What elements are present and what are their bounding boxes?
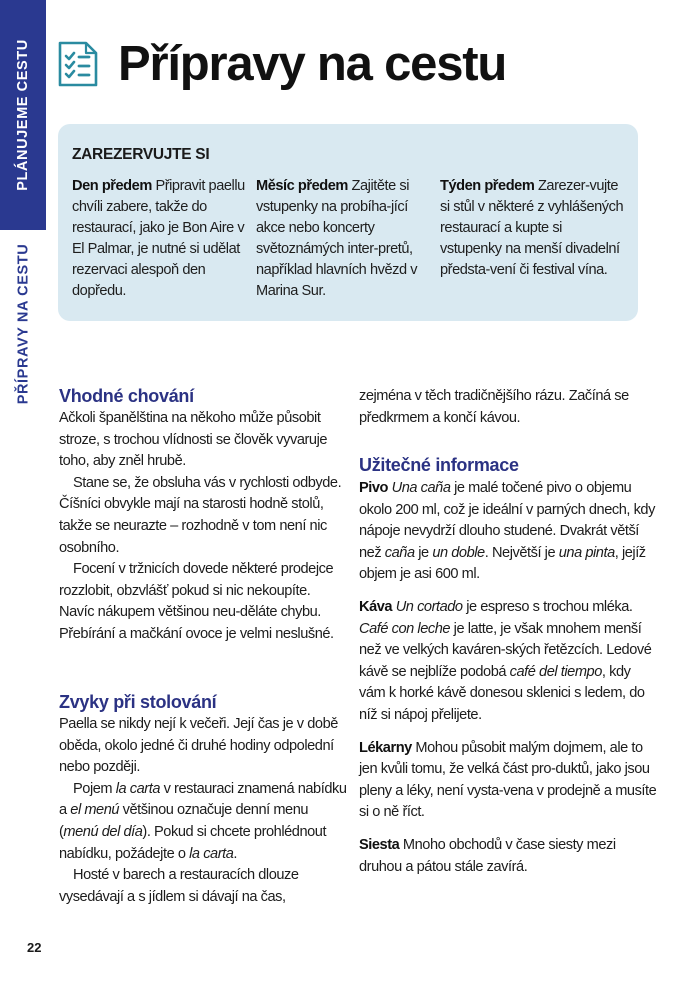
italic-term: Café con leche: [359, 620, 451, 637]
sidebar-chapter-text: PŘÍPRAVY NA CESTU: [15, 243, 32, 405]
section-heading-info: Užitečné informace: [359, 455, 519, 475]
infobox-column-month: [256, 176, 440, 302]
italic-term: un doble: [432, 544, 485, 561]
section-heading-dining: Zvyky při stolování: [59, 692, 217, 712]
info-item-pharmacy: [359, 738, 659, 824]
item-lead: Lékarny: [359, 739, 412, 756]
infobox-lead: Týden předem: [440, 178, 535, 194]
text-run: ). Pokud si chcete prohlédnout nabídku, požádejte o: [59, 823, 327, 862]
dining-text-continued: [359, 386, 659, 429]
paragraph: Ačkoli španělština na někoho může působit stroze, s trochou vlídnosti se člověk vyvaruje toho, aby zněl hrubě.: [59, 410, 328, 470]
text-run: Pojem: [73, 780, 116, 797]
text-run: , jejíž objem je asi 600 ml.: [359, 544, 646, 583]
italic-term: menú del día: [63, 823, 143, 840]
italic-term: la carta: [115, 780, 160, 797]
reservation-infobox: [58, 124, 638, 321]
italic-term: una pinta: [558, 544, 615, 561]
infobox-text: Připravit paellu chvíli zabere, takže do restaurací, jako je Bon Aire v El Palmar, je nutné si udělat rezervaci alespoň den dopředu.: [72, 178, 245, 299]
paragraph: Focení v tržnicích dovede některé prodejce rozzlobit, obzvlášť pokud si nic nekoupíte. Navíc nákupem většinou neu-děláte chybu. Přebírání a mačkání ovoce je velmi neslušné.: [59, 561, 334, 642]
text-run: Mnoho obchodů v čase siesty mezi druhou a pátou stále zavírá.: [359, 836, 616, 875]
info-item-coffee: [359, 597, 659, 727]
text-run: většinou označuje denní menu (: [59, 802, 309, 840]
text-run: je: [414, 544, 433, 561]
text-run: , kdy vám k horké kávě donesou sklenici s ledem, do níž si nápoj přelijete.: [359, 663, 645, 723]
sidebar: [0, 0, 46, 1000]
item-lead: Pivo: [359, 480, 389, 496]
text-run: .: [233, 845, 237, 862]
checklist-icon: [58, 41, 98, 87]
paragraph: Stane se, že obsluha vás v rychlosti odbyde. Číšníci obvykle mají na starosti hodně stolů, takže se neurazte – rozhodně v tom není nic osobního.: [59, 474, 342, 556]
text-run: je latte, je však mnohem menší než ve velkých kaváren-ských řetězcích. Ledové kávě se nejblíže podobá: [359, 620, 652, 680]
title-row: [58, 34, 506, 94]
sidebar-section-label: [0, 0, 46, 230]
text-run: je malé točené pivo o objemu okolo 200 ml, což je ideální v parných dnech, kdy nápoje nevydrží dlouho studené. Dvakrát větší než: [359, 480, 655, 561]
dining-text: [59, 714, 347, 908]
page-number: 22: [27, 940, 42, 955]
infobox-columns: [72, 176, 624, 302]
infobox-title: ZAREZERVUJTE SI: [72, 146, 210, 163]
infobox-lead: Den předem: [72, 178, 152, 194]
item-lead: Siesta: [359, 836, 400, 853]
paragraph: [59, 779, 347, 865]
italic-term: Una caña: [391, 480, 451, 496]
behaviour-text: [59, 408, 347, 646]
text-run: Mohou působit malým dojmem, ale to jen kvůli tomu, že velká část pro-duktů, jako jsou pleny a léky, není vysta-vena v prodejně a musíte si o ně říct.: [359, 739, 657, 821]
text-run: v restauraci znamená nabídku a: [59, 780, 347, 819]
text-run: je espreso s trochou mléka.: [462, 598, 633, 615]
sidebar-section-text: PLÁNUJEME CESTU: [15, 39, 32, 191]
paragraph: Paella se nikdy nejí k večeři. Její čas je v době oběda, okolo jedné či druhé hodiny odpolední nebo později.: [59, 716, 338, 776]
paragraph: Hosté v barech a restauracích dlouze vysedávají a s jídlem si dávají na čas,: [59, 867, 299, 905]
paragraph: zejména v těch tradičnějšího rázu. Začíná se předkrmem a končí kávou.: [359, 388, 629, 426]
infobox-text: Zarezer-vujte si stůl v některé z vyhlášených restaurací a kupte si vstupenky na menší divadelní předsta-vení či festival vína.: [440, 178, 624, 278]
italic-term: caña: [384, 544, 415, 561]
italic-term: la carta: [189, 845, 234, 862]
infobox-column-week: [440, 176, 624, 302]
item-lead: Káva: [359, 598, 393, 615]
info-item-beer: [359, 478, 659, 586]
page-title: Přípravy na cestu: [118, 36, 507, 91]
infobox-lead: Měsíc předem: [256, 178, 348, 194]
infobox-text: Zajitěte si vstupenky na probíha-jící akce nebo koncerty světoznámých inter-pretů, například hlavních hvězd v Marina Sur.: [256, 178, 418, 299]
italic-term: Un cortado: [395, 598, 463, 615]
sidebar-chapter-label: [0, 236, 46, 412]
infobox-column-day: [72, 176, 256, 302]
section-heading-behaviour: Vhodné chování: [59, 386, 194, 406]
info-item-siesta: [359, 835, 659, 878]
italic-term: café del tiempo: [509, 663, 602, 680]
text-run: . Největší je: [484, 544, 559, 561]
italic-term: el menú: [70, 802, 120, 819]
info-text: [359, 478, 659, 878]
